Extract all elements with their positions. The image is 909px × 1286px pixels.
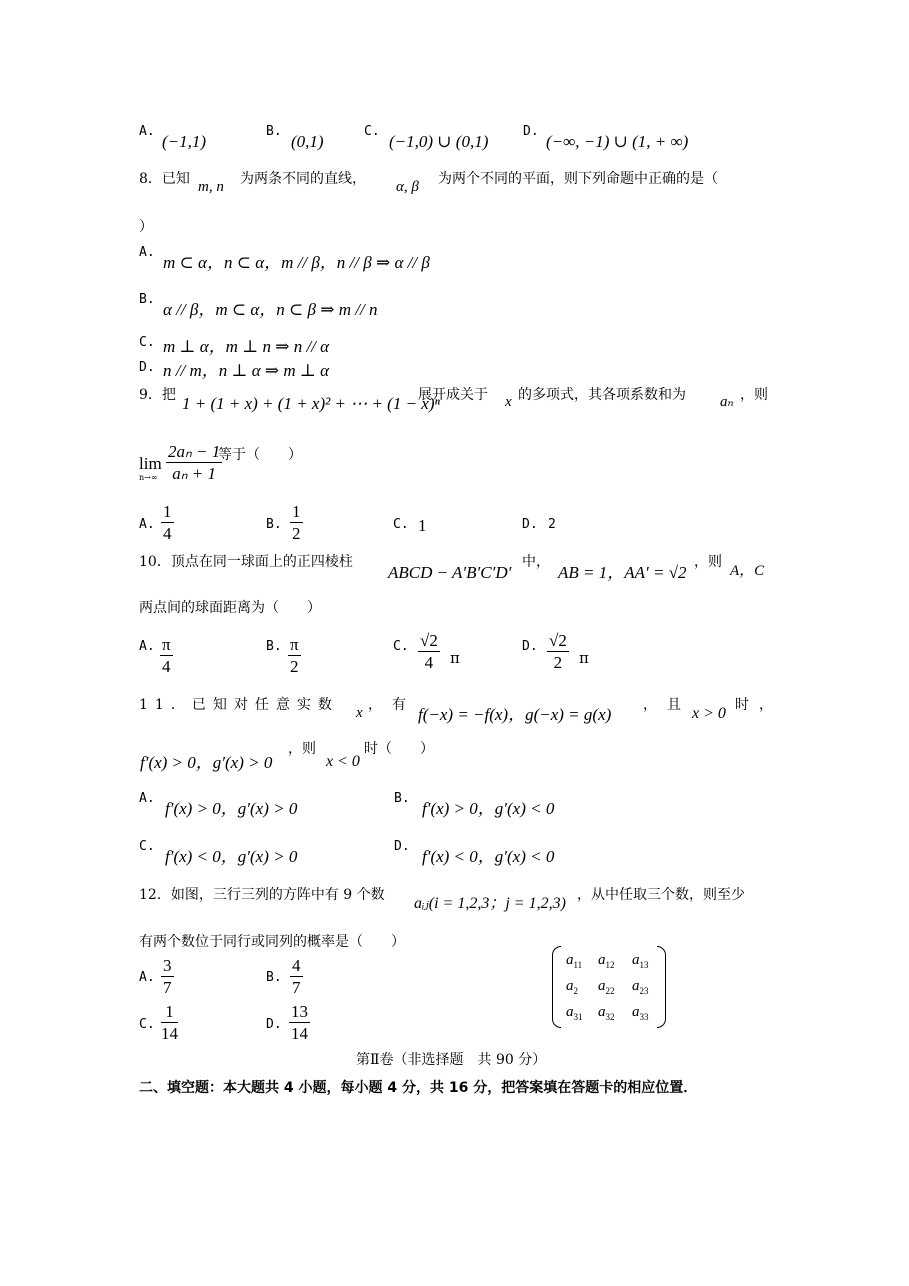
q11-ze: ，则 — [288, 741, 316, 757]
q12-b-den: 7 — [292, 978, 301, 997]
matrix-cell: $a_{23}$ — [632, 978, 649, 996]
q9-a-label: A. — [139, 517, 155, 532]
q12-b-fraction — [290, 957, 303, 996]
q10-d-den: 2 — [553, 653, 563, 672]
q9-d-value: 2 — [548, 517, 556, 532]
matrix-cell: $a_{22}$ — [598, 978, 615, 996]
q12-line2: 有两个数位于同行或同列的概率是（ ） — [139, 934, 405, 950]
q10-c-den: 4 — [424, 653, 434, 672]
q11-d-value: f′(x) < 0，g′(x) < 0 — [422, 847, 555, 866]
matrix-cell: $a_2$ — [566, 978, 578, 996]
q7-b-value: (0,1) — [291, 132, 324, 151]
q11-d-label: D. — [394, 839, 410, 854]
q9-fraction-denominator: aₙ + 1 — [172, 464, 216, 483]
q9-expression: 1 + (1 + x) + (1 + x)² + ⋯ + (1 − x)ⁿ — [182, 394, 440, 413]
q12-aij: aᵢⱼ(i = 1,2,3；j = 1,2,3) — [414, 895, 566, 912]
q9-a-num: 1 — [163, 502, 172, 521]
q10-prefix: 10．顶点在同一球面上的正四棱柱 — [139, 554, 353, 570]
q12-c-den: 14 — [161, 1024, 178, 1043]
q9-limit-fraction — [166, 443, 222, 482]
q10-mid: 中， — [522, 554, 550, 570]
q11-prefix: 11．已知对任意实数 — [139, 697, 339, 713]
q9-x: x — [505, 394, 512, 410]
q8-a-label: A. — [139, 245, 155, 260]
q10-a-den: 4 — [162, 657, 171, 676]
q12-a-label: A. — [139, 970, 155, 985]
q12-b-num: 4 — [292, 956, 301, 975]
q11-a-value: f′(x) > 0，g′(x) > 0 — [165, 799, 298, 818]
q7-b-label: B. — [266, 124, 282, 139]
matrix-cell: $a_{11}$ — [566, 952, 583, 970]
q10-c-pi: π — [450, 649, 460, 667]
q11-qie: ，且 — [643, 697, 691, 713]
q7-a-label: A. — [139, 124, 155, 139]
matrix-cell-index: 12 — [605, 960, 615, 970]
q11-b-label: B. — [394, 791, 410, 806]
q10-b-fraction — [288, 636, 301, 675]
q9-c-value: 1 — [418, 516, 427, 535]
q11-shi: 时， — [735, 697, 783, 713]
q9-a-den: 4 — [163, 524, 172, 543]
q8-suffix: 为两个不同的平面，则下列命题中正确的是（ — [438, 171, 718, 187]
q8-prefix: 8．已知 — [139, 171, 190, 187]
q10-condition: AB = 1，AA′ = √2 — [558, 563, 687, 582]
q9-lim-sub: n→∞ — [139, 473, 158, 482]
q11-x: x — [356, 705, 363, 721]
q12-suffix: ，从中任取三个数，则至少 — [577, 887, 745, 903]
q11-x-negative: x < 0 — [326, 753, 360, 770]
matrix-right-bracket — [657, 946, 666, 1028]
matrix-cell: $a_{32}$ — [598, 1004, 615, 1022]
q9-b-fraction — [290, 503, 303, 542]
q12-c-num: 1 — [165, 1002, 174, 1021]
matrix-cell-index: 11 — [573, 960, 583, 970]
q9-b-label: B. — [266, 517, 282, 532]
q8-a-value: m ⊂ α，n ⊂ α，m // β，n // β ⇒ α // β — [163, 253, 430, 272]
matrix-cell-index: 23 — [639, 986, 649, 996]
q12-d-fraction — [289, 1003, 310, 1042]
q10-a-label: A. — [139, 639, 155, 654]
q10-a-fraction — [160, 636, 173, 675]
q12-a-num: 3 — [163, 956, 172, 975]
matrix-cell: $a_{12}$ — [598, 952, 615, 970]
q10-a-num: π — [162, 635, 171, 654]
q7-d-value: (−∞, −1) ∪ (1, + ∞) — [546, 132, 689, 151]
matrix-cell-index: 13 — [639, 960, 649, 970]
q8-c-label: C. — [139, 335, 155, 350]
q8-mn: m, n — [198, 179, 224, 195]
q10-b-num: π — [290, 635, 299, 654]
q9-c-label: C. — [393, 517, 409, 532]
q9-b-num: 1 — [292, 502, 301, 521]
q11-shi2: 时（ ） — [364, 741, 434, 757]
part2-title: 第Ⅱ卷（非选择题 共 90 分） — [356, 1052, 547, 1068]
q9-b-den: 2 — [292, 524, 301, 543]
q9-fraction-numerator: 2aₙ − 1 — [168, 442, 221, 461]
matrix-cell-index: 2 — [573, 986, 578, 996]
q9-d-label: D. — [522, 517, 538, 532]
q12-d-num: 13 — [291, 1002, 308, 1021]
q12-c-fraction — [161, 1003, 178, 1042]
q10-d-num: √2 — [549, 631, 567, 650]
q8-d-label: D. — [139, 360, 155, 375]
q12-b-label: B. — [266, 970, 282, 985]
q10-line2: 两点间的球面距离为（ ） — [139, 600, 321, 616]
q11-b-value: f′(x) > 0，g′(x) < 0 — [422, 799, 555, 818]
matrix-cell: $a_{33}$ — [632, 1004, 649, 1022]
q9-then: ，则 — [740, 387, 768, 403]
q7-c-label: C. — [364, 124, 380, 139]
q8-close-paren: ） — [139, 219, 153, 235]
q11-c-value: f′(x) < 0，g′(x) > 0 — [165, 847, 298, 866]
q10-d-fraction — [547, 632, 569, 671]
matrix-cell-index: 31 — [573, 1012, 583, 1022]
part2-section-heading: 二、填空题：本大题共 4 小题，每小题 4 分，共 16 分，把答案填在答题卡的相应位置． — [139, 1080, 698, 1096]
q9-equals: 等于（ ） — [218, 447, 302, 463]
q10-c-label: C. — [393, 639, 409, 654]
q12-a-fraction — [161, 957, 174, 996]
q9-a-fraction — [161, 503, 174, 542]
q10-d-label: D. — [522, 639, 538, 654]
q10-prism: ABCD − A′B′C′D′ — [388, 563, 512, 582]
matrix-cell-index: 32 — [605, 1012, 615, 1022]
q8-d-value: n // m，n ⊥ α ⇒ m ⊥ α — [163, 361, 330, 380]
q12-d-label: D. — [266, 1017, 282, 1032]
q9-mid2: 的多项式，其各项系数和为 — [518, 387, 686, 403]
q7-d-label: D. — [523, 124, 539, 139]
q8-c-value: m ⊥ α，m ⊥ n ⇒ n // α — [163, 337, 330, 356]
q12-matrix-figure — [552, 946, 666, 1028]
q10-then: ，则 — [694, 554, 722, 570]
matrix-cell-index: 33 — [639, 1012, 649, 1022]
matrix-cell: $a_{13}$ — [632, 952, 649, 970]
q12-c-label: C. — [139, 1017, 155, 1032]
q8-ab: α, β — [396, 179, 419, 195]
q8-b-label: B. — [139, 292, 155, 307]
q10-b-den: 2 — [290, 657, 299, 676]
q12-prefix: 12．如图，三行三列的方阵中有 9 个数 — [139, 887, 385, 903]
q9-mid: 展开成关于 — [418, 387, 488, 403]
matrix-left-bracket — [552, 946, 561, 1028]
q10-c-fraction — [418, 632, 440, 671]
q11-you: ，有 — [368, 697, 416, 713]
q12-a-den: 7 — [163, 978, 172, 997]
q9-lim: lim — [139, 454, 162, 473]
matrix-cell-index: 22 — [605, 986, 615, 996]
q10-ac: A，C — [730, 563, 765, 579]
q9-prefix: 9．把 — [139, 387, 176, 403]
q11-x-positive: x > 0 — [692, 705, 726, 722]
q8-mid: 为两条不同的直线， — [240, 171, 366, 187]
q10-b-label: B. — [266, 639, 282, 654]
q11-condition: f(−x) = −f(x)，g(−x) = g(x) — [418, 705, 612, 724]
q11-a-label: A. — [139, 791, 155, 806]
q7-c-value: (−1,0) ∪ (0,1) — [389, 132, 489, 151]
q8-b-value: α // β，m ⊂ α，n ⊂ β ⇒ m // n — [163, 300, 378, 319]
q7-a-value: (−1,1) — [162, 132, 207, 151]
q9-an: aₙ — [720, 394, 734, 410]
matrix-cell: $a_{31}$ — [566, 1004, 583, 1022]
q10-d-pi: π — [579, 649, 589, 667]
q11-c-label: C. — [139, 839, 155, 854]
q12-d-den: 14 — [291, 1024, 308, 1043]
q10-c-num: √2 — [420, 631, 438, 650]
q11-condition2: f′(x) > 0，g′(x) > 0 — [140, 753, 273, 772]
